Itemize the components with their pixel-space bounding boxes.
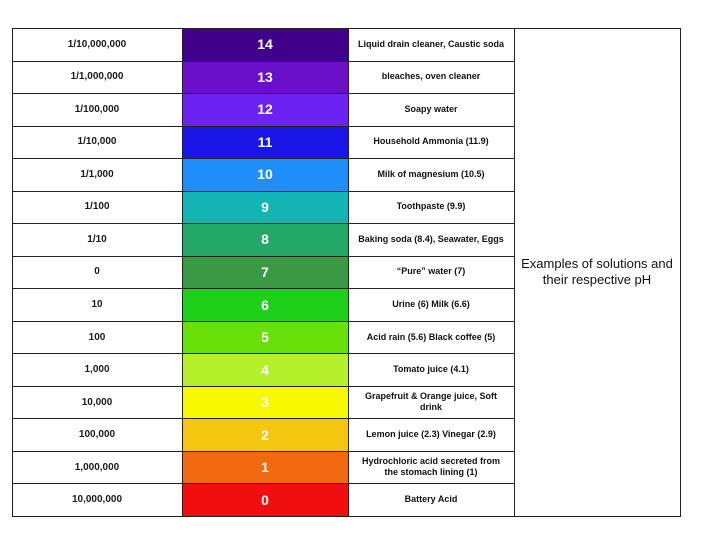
ph-color-swatch: 9 — [182, 191, 348, 224]
row-divider — [12, 61, 514, 62]
row-divider — [12, 483, 514, 484]
example-cell: Milk of magnesium (10.5) — [377, 168, 485, 179]
ph-color-swatch: 6 — [182, 288, 348, 321]
concentration-cell: 100 — [88, 331, 106, 343]
row-divider — [12, 321, 514, 322]
example-cell: bleaches, oven cleaner — [381, 71, 481, 82]
concentration-cell: 1/1,000 — [80, 168, 114, 180]
row-divider — [12, 256, 514, 257]
example-cell: Baking soda (8.4), Seawater, Eggs — [358, 233, 504, 244]
ph-color-swatch: 1 — [182, 451, 348, 484]
ph-color-swatch: 5 — [182, 321, 348, 354]
concentration-cell: 1/10 — [87, 233, 107, 245]
example-cell: Liquid drain cleaner, Caustic soda — [357, 38, 505, 49]
example-cell: Acid rain (5.6) Black coffee (5) — [366, 331, 496, 342]
row-divider — [12, 288, 514, 289]
concentration-cell: 1,000,000 — [74, 461, 120, 473]
side-caption: Examples of solutions and their respective pH — [521, 256, 673, 287]
row-divider — [12, 126, 514, 127]
row-divider — [12, 158, 514, 159]
example-cell: Grapefruit & Orange juice, Soft drink — [364, 391, 498, 413]
concentration-cell: 10,000,000 — [71, 494, 123, 506]
table-top-border — [12, 28, 680, 29]
concentration-cell: 0 — [94, 266, 100, 278]
example-cell: “Pure” water (7) — [396, 266, 466, 277]
ph-color-swatch: 12 — [182, 93, 348, 126]
row-divider — [12, 93, 514, 94]
row-divider — [12, 353, 514, 354]
concentration-cell: 100,000 — [78, 429, 116, 441]
ph-color-swatch: 3 — [182, 386, 348, 419]
table-bottom-border — [12, 516, 680, 517]
ph-color-swatch: 2 — [182, 418, 348, 451]
concentration-cell: 1/10,000,000 — [67, 38, 127, 50]
column-divider — [680, 28, 681, 517]
example-cell: Battery Acid — [404, 494, 458, 505]
example-cell: Soapy water — [404, 103, 458, 114]
concentration-cell: 10,000 — [81, 396, 113, 408]
row-divider — [12, 191, 514, 192]
ph-color-swatch: 7 — [182, 256, 348, 289]
column-divider — [348, 28, 349, 517]
ph-color-swatch: 14 — [182, 28, 348, 61]
column-divider — [12, 28, 13, 517]
concentration-cell: 1/100,000 — [74, 103, 120, 115]
example-cell: Tomato juice (4.1) — [393, 364, 469, 375]
concentration-cell: 1/1,000,000 — [70, 71, 124, 83]
example-cell: Household Ammonia (11.9) — [373, 136, 489, 147]
row-divider — [12, 451, 514, 452]
ph-color-swatch: 8 — [182, 223, 348, 256]
row-divider — [12, 386, 514, 387]
concentration-cell: 1/100 — [84, 201, 110, 213]
row-divider — [12, 223, 514, 224]
column-divider — [514, 28, 515, 517]
ph-color-swatch: 10 — [182, 158, 348, 191]
row-divider — [12, 418, 514, 419]
concentration-cell: 1/10,000 — [77, 136, 117, 148]
example-cell: Hydrochloric acid secreted from the stomach lining (1) — [361, 456, 501, 478]
ph-color-swatch: 4 — [182, 353, 348, 386]
example-cell: Urine (6) Milk (6.6) — [392, 299, 470, 310]
ph-color-swatch: 13 — [182, 61, 348, 94]
concentration-cell: 10 — [91, 299, 103, 311]
column-divider — [182, 28, 183, 517]
example-cell: Toothpaste (9.9) — [396, 201, 466, 212]
example-cell: Lemon juice (2.3) Vinegar (2.9) — [366, 429, 496, 440]
ph-color-swatch: 11 — [182, 126, 348, 159]
ph-color-swatch: 0 — [182, 483, 348, 516]
concentration-cell: 1,000 — [84, 364, 110, 376]
